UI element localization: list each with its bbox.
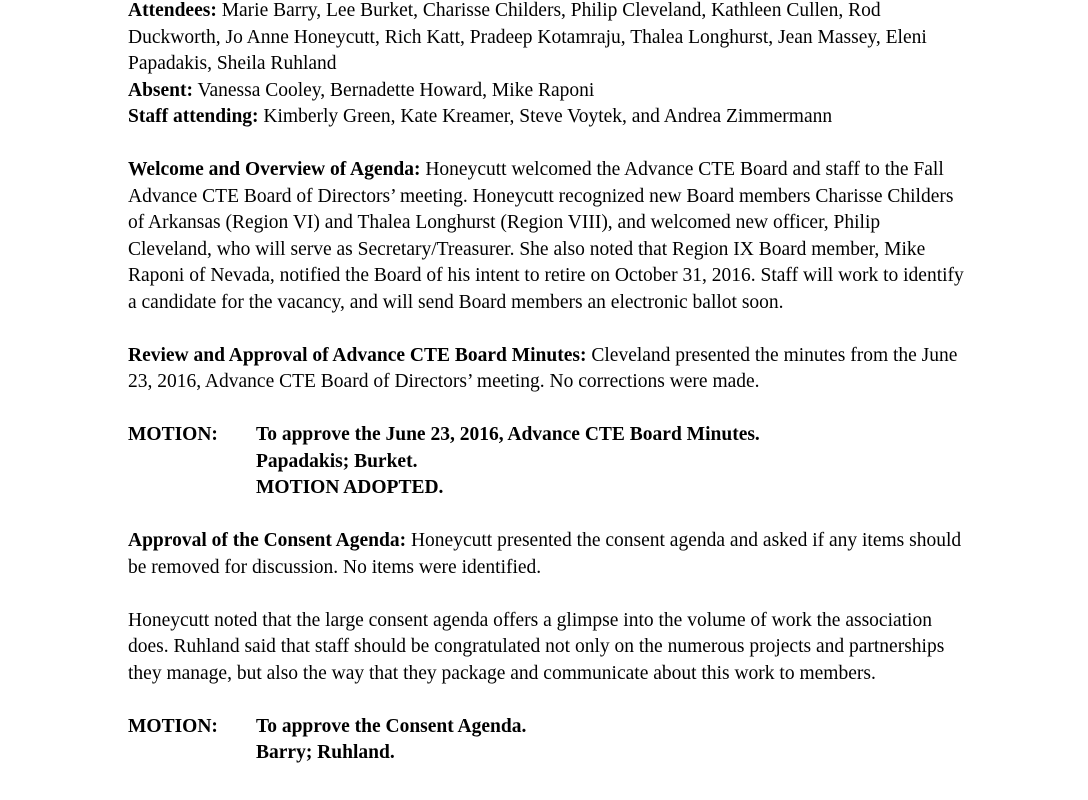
minutes-review-heading: Review and Approval of Advance CTE Board Minutes: — [128, 344, 587, 366]
attendees-text: Marie Barry, Lee Burket, Charisse Childers, Philip Cleveland, Kathleen Cullen, Rod Duckworth, Jo Anne Honeycutt, Rich Katt, Pradeep Kotamraju, Thalea Longhurst, Jean Massey, Eleni Papadakis, Sheila Ruhland — [128, 0, 927, 74]
attendees-paragraph — [128, 0, 968, 78]
motion-body — [256, 422, 760, 502]
motion-text: To approve the Consent Agenda. — [256, 715, 527, 737]
minutes-review-text: Cleveland presented the minutes from the June 23, 2016, Advance CTE Board of Directors’ meeting. No corrections were made. — [128, 344, 958, 392]
welcome-paragraph — [128, 157, 968, 316]
motion-label: MOTION: — [128, 424, 218, 445]
motion-movers: Barry; Ruhland. — [256, 742, 395, 763]
motion-movers: Papadakis; Burket. — [256, 450, 418, 472]
motion-block-2 — [128, 714, 968, 767]
motion-text: To approve the June 23, 2016, Advance CTE Board Minutes. — [256, 424, 760, 445]
attendance-section — [128, 0, 968, 131]
consent-note-paragraph: Honeycutt noted that the large consent agenda offers a glimpse into the volume of work the association does. Ruhland said that staff should be congratulated not only on the numerous projects and partnerships they manage, but also the way that they package and communicate about this work to members. — [128, 609, 945, 684]
consent-text: Honeycutt presented the consent agenda and asked if any items should be removed for discussion. No items were identified. — [128, 530, 962, 578]
motion-label: MOTION: — [128, 715, 218, 737]
motion-result: MOTION ADOPTED. — [256, 477, 444, 498]
staff-label: Staff attending: — [128, 106, 259, 127]
welcome-heading: Welcome and Overview of Agenda: — [128, 159, 421, 180]
attendees-label: Attendees: — [128, 0, 217, 21]
consent-heading: Approval of the Consent Agenda: — [128, 530, 407, 551]
absent-label: Absent: — [128, 79, 194, 101]
staff-paragraph — [128, 104, 968, 131]
minutes-content — [128, 0, 968, 793]
minutes-review-paragraph — [128, 343, 968, 396]
motion-body — [256, 714, 526, 767]
welcome-text: Honeycutt welcomed the Advance CTE Board and staff to the Fall Advance CTE Board of Directors’ meeting. Honeycutt recognized new Board members Charisse Childers of Arkansas (Region VI) and Thalea Longhurst (Region VIII), and welcomed new officer, Philip Cleveland, who will serve as Secretary/Treasurer. She also noted that Region IX Board member, Mike Raponi of Nevada, notified the Board of his intent to retire on October 31, 2016. Staff will work to identify a candidate for the vacancy, and will send Board members an electronic ballot soon. — [128, 159, 964, 313]
consent-paragraph — [128, 528, 968, 581]
absent-paragraph — [128, 78, 968, 105]
motion-block-1 — [128, 422, 968, 502]
absent-text: Vanessa Cooley, Bernadette Howard, Mike Raponi — [193, 79, 595, 101]
staff-text: Kimberly Green, Kate Kreamer, Steve Voytek, and Andrea Zimmermann — [258, 106, 833, 127]
